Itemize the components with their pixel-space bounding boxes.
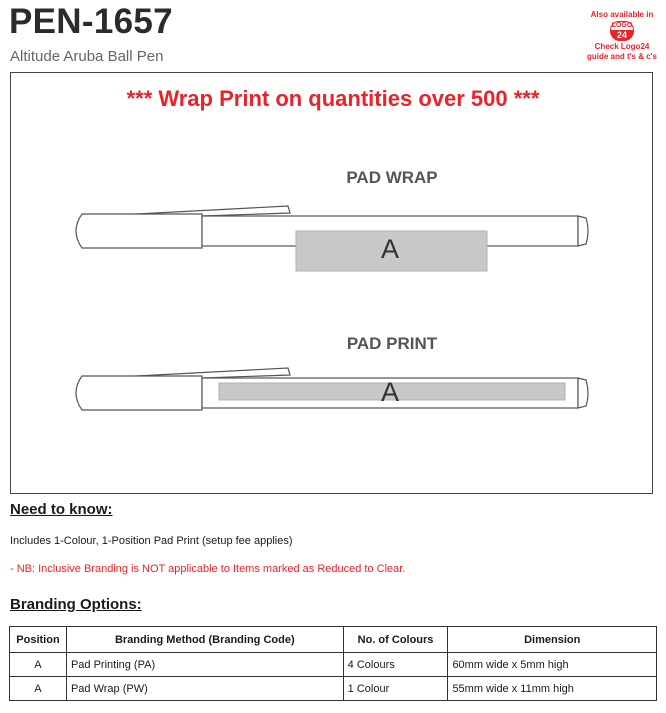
table-row	[10, 653, 657, 677]
pen-2-end	[578, 378, 588, 408]
header-dimension: Dimension	[448, 627, 657, 653]
cell-colours: 1 Colour	[343, 677, 448, 701]
branding-options-table	[9, 626, 657, 701]
need-to-know-heading: Need to know:	[10, 501, 113, 518]
table-row	[10, 677, 657, 701]
header-method: Branding Method (Branding Code)	[66, 627, 343, 653]
nb-warning-text: - NB: Inclusive Branding is NOT applicable to Items marked as Reduced to Clear.	[10, 563, 406, 575]
table-header-row	[10, 627, 657, 653]
logo-note-line-1: Also available in	[590, 10, 654, 19]
cell-position: A	[10, 677, 67, 701]
pen-1-end	[578, 216, 588, 246]
pad-print-label: PAD PRINT	[346, 334, 438, 353]
cell-method: Pad Printing (PA)	[66, 653, 343, 677]
header-colours: No. of Colours	[343, 627, 448, 653]
pen-1-cap	[76, 214, 202, 248]
branding-options-heading: Branding Options:	[10, 596, 142, 613]
cell-colours: 4 Colours	[343, 653, 448, 677]
cell-position: A	[10, 653, 67, 677]
pen-2-cap	[76, 376, 202, 410]
logo-note-line-2: Check Logo24	[594, 42, 650, 51]
product-code: PEN-1657	[9, 2, 173, 41]
position-a-marker-print: A	[381, 377, 400, 407]
cell-dimension: 60mm wide x 5mm high	[448, 653, 657, 677]
logo-note-line-3: guide and t's & c's	[586, 52, 658, 61]
position-a-marker-wrap: A	[381, 234, 400, 264]
logo24-icon-number: 24	[610, 30, 634, 41]
logo24-icon-word: LOGO	[611, 22, 633, 29]
wrap-print-note: *** Wrap Print on quantities over 500 ***	[126, 86, 540, 111]
cell-dimension: 55mm wide x 11mm high	[448, 677, 657, 701]
header-position: Position	[10, 627, 67, 653]
product-name: Altitude Aruba Ball Pen	[10, 48, 164, 65]
includes-text: Includes 1-Colour, 1-Position Pad Print (setup fee applies)	[10, 535, 293, 547]
pad-wrap-label: PAD WRAP	[346, 168, 438, 187]
cell-method: Pad Wrap (PW)	[66, 677, 343, 701]
